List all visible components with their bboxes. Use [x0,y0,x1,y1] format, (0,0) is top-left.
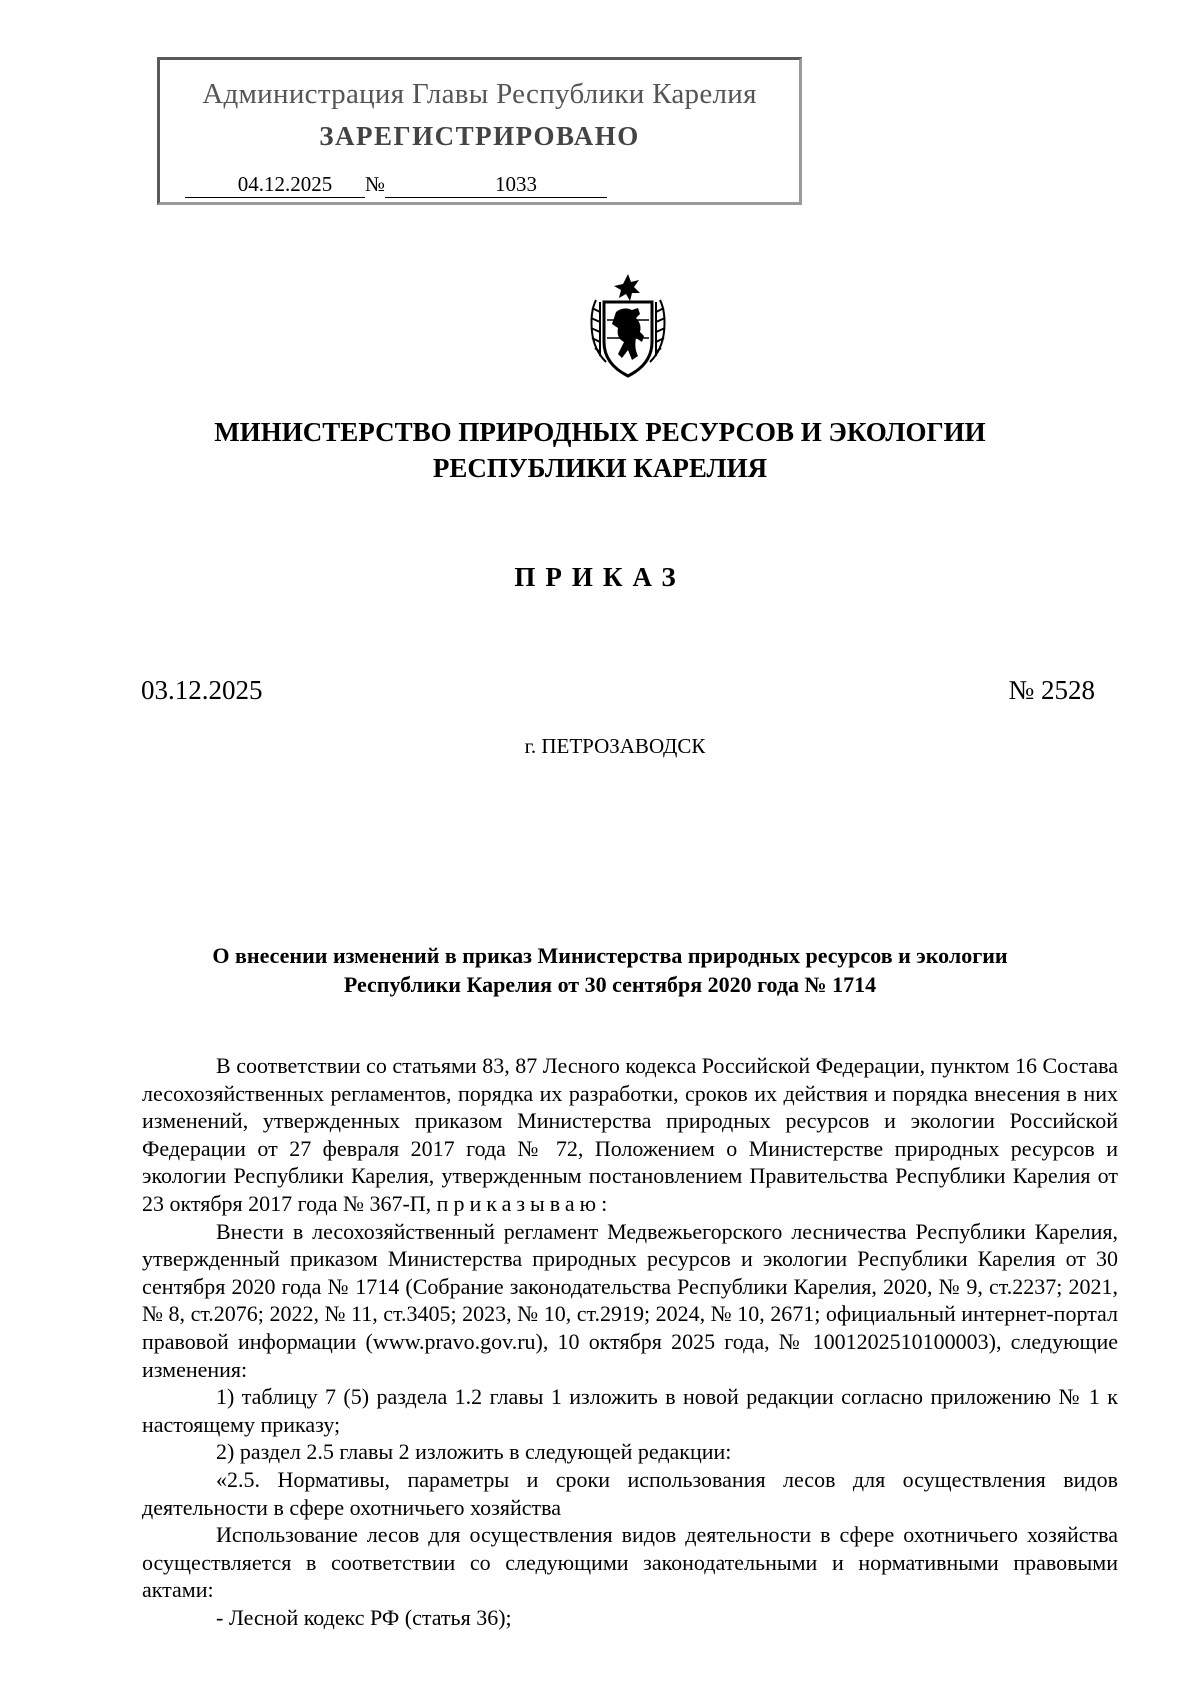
order-body [142,1052,1118,1631]
ministry-line-1: МИНИСТЕРСТВО ПРИРОДНЫХ РЕСУРСОВ И ЭКОЛОГИИ [214,417,986,447]
stamp-number: 1033 [385,172,607,198]
order-city: г. ПЕТРОЗАВОДСК [524,734,706,758]
stamp-authority: Администрация Главы Республики Карелия [202,78,757,110]
preamble-text: В соответствии со статьями 83, 87 Лесного кодекса Российской Федерации, пунктом 16 Состава лесохозяйственных регламентов, порядка их разработки, сроков их действия и порядка внесения в них изменений, утвержденных приказом Министерства природных ресурсов и экологии Российской Федерации от 27 февраля 2017 года № 72, Положением о Министерстве природных ресурсов и экологии Республики Карелия, утвержденным постановлением Правительства Республики Карелия от 23 октября 2017 года № 367-П, [142,1053,1118,1216]
order-number: № 2528 [1008,675,1095,705]
forest-code-item: - Лесной кодекс РФ (статья 36); [216,1604,512,1630]
stamp-number-sign: № [365,172,386,196]
amendment-paragraph: Внести в лесохозяйственный регламент Медвежьегорского лесничества Республики Карелия, утвержденный приказом Министерства природных ресурсов и экологии Республики Карелия от 30 сентября 2020 года № 1714 (Собрание законодательства Республики Карелия, 2020, № 9, ст.2237; 2021, № 8, ст.2076; 2022, № 11, ст.3405; 2023, № 10, ст.2919; 2024, № 10, 2671; официальный интернет-портал правовой информации (www.pravo.gov.ru), 10 октября 2025 года, № 1001202510100003), следующие изменения: [142,1218,1118,1382]
item-1-paragraph: 1) таблицу 7 (5) раздела 1.2 главы 1 изложить в новой редакции согласно приложению № 1 к настоящему приказу; [142,1384,1118,1437]
order-word: приказываю: [436,1190,613,1216]
preamble-paragraph [142,1052,1118,1218]
order-subject [140,941,1080,999]
subject-line-1: О внесении изменений в приказ Министерства природных ресурсов и экологии [212,943,1008,968]
hunting-usage-paragraph: Использование лесов для осуществления видов деятельности в сфере охотничьего хозяйства осуществляется в соответствии со следующими законодательными и нормативными правовыми актами: [142,1522,1118,1603]
karelia-coat-of-arms-icon [586,272,670,380]
stamp-registration-line [185,172,607,198]
stamp-status: ЗАРЕГИСТРИРОВАНО [319,121,640,151]
order-date: 03.12.2025 [141,675,263,705]
ministry-line-2: РЕСПУБЛИКИ КАРЕЛИЯ [432,453,768,483]
stamp-date: 04.12.2025 [185,172,365,198]
subject-line-2: Республики Карелия от 30 сентября 2020 года № 1714 [343,972,877,997]
document-type: ПРИКАЗ [514,562,686,592]
ministry-title [0,414,1200,486]
registration-stamp [157,57,802,205]
item-2-paragraph: 2) раздел 2.5 главы 2 изложить в следующей редакции: [216,1439,732,1465]
section-2-5-heading: «2.5. Нормативы, параметры и сроки использования лесов для осуществления видов деятельности в сфере охотничьего хозяйства [142,1466,1118,1520]
